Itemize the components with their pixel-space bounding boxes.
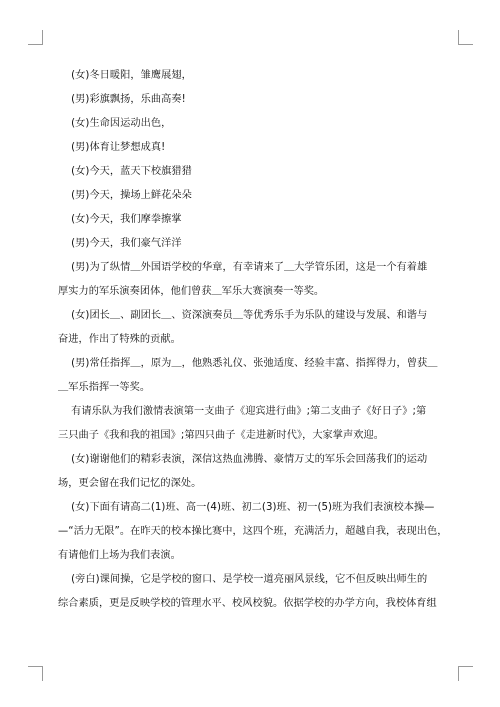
text-line: 综合素质，更是反映学校的管理水平、校风校貌。依据学校的办学方向，我校体育组 xyxy=(58,598,437,609)
text-line: ＿军乐指挥一等奖。 xyxy=(58,382,151,393)
text-line: (女)冬日暖阳，雏鹰展翅， xyxy=(58,70,192,81)
text-line: (女)今天，我们摩拳擦掌 xyxy=(58,214,182,225)
text-line: (男)彩旗飘扬，乐曲高奏! xyxy=(58,94,186,105)
text-line: (女)今天，蓝天下校旗猎猎 xyxy=(58,166,192,177)
text-line: (女)团长＿、副团长＿、资深演奏员＿等优秀乐手为乐队的建设与发展、和谐与 xyxy=(58,310,428,321)
text-line: (女)谢谢他们的精彩表演，深信这热血沸腾、豪情万丈的军乐会回荡我们的运动 xyxy=(58,454,428,465)
text-line: (男)今天，我们豪气洋洋 xyxy=(58,238,182,249)
text-line: (女)下面有请高二(1)班、高一(4)班、初二(3)班、初一(5)班为我们表演校本操— xyxy=(58,502,435,513)
text-line: (男)体育让梦想成真! xyxy=(58,142,166,153)
text-line: (男)为了纵情＿外国语学校的华章，有幸请来了＿大学管乐团，这是一个有着雄 xyxy=(58,262,428,273)
crop-mark-top-right xyxy=(458,30,473,45)
text-line: 厚实力的军乐演奏团体，他们曾获＿军乐大赛演奏一等奖。 xyxy=(58,286,325,297)
text-line: (旁白)课间操，它是学校的窗口、是学校一道亮丽风景线，它不但反映出师生的 xyxy=(58,574,428,585)
text-line: (女)生命因运动出色， xyxy=(58,118,172,129)
text-line: 三只曲子《我和我的祖国》;第四只曲子《走进新时代》，大家掌声欢迎。 xyxy=(58,430,384,441)
text-line: (男)常任指挥＿，原为＿，他熟悉礼仪、张弛适度、经验丰富、指挥得力，曾获＿ xyxy=(58,358,438,369)
crop-mark-bottom-right xyxy=(458,666,473,681)
text-line: (男)今天，操场上鲜花朵朵 xyxy=(58,190,192,201)
crop-mark-top-left xyxy=(28,30,43,45)
text-line: 有请他们上场为我们表演。 xyxy=(58,550,181,561)
text-line: 场，更会留在我们记忆的深处。 xyxy=(58,478,202,489)
crop-mark-bottom-left xyxy=(28,666,43,681)
document-body xyxy=(58,64,448,616)
text-line: —“活力无限”。在昨天的校本操比赛中，这四个班，充满活力，超越自我，表现出色， xyxy=(58,526,448,537)
text-line: 奋进，作出了特殊的贡献。 xyxy=(58,334,181,345)
text-line: 有请乐队为我们激情表演第一支曲子《迎宾进行曲》;第二支曲子《好日子》;第 xyxy=(58,406,427,417)
